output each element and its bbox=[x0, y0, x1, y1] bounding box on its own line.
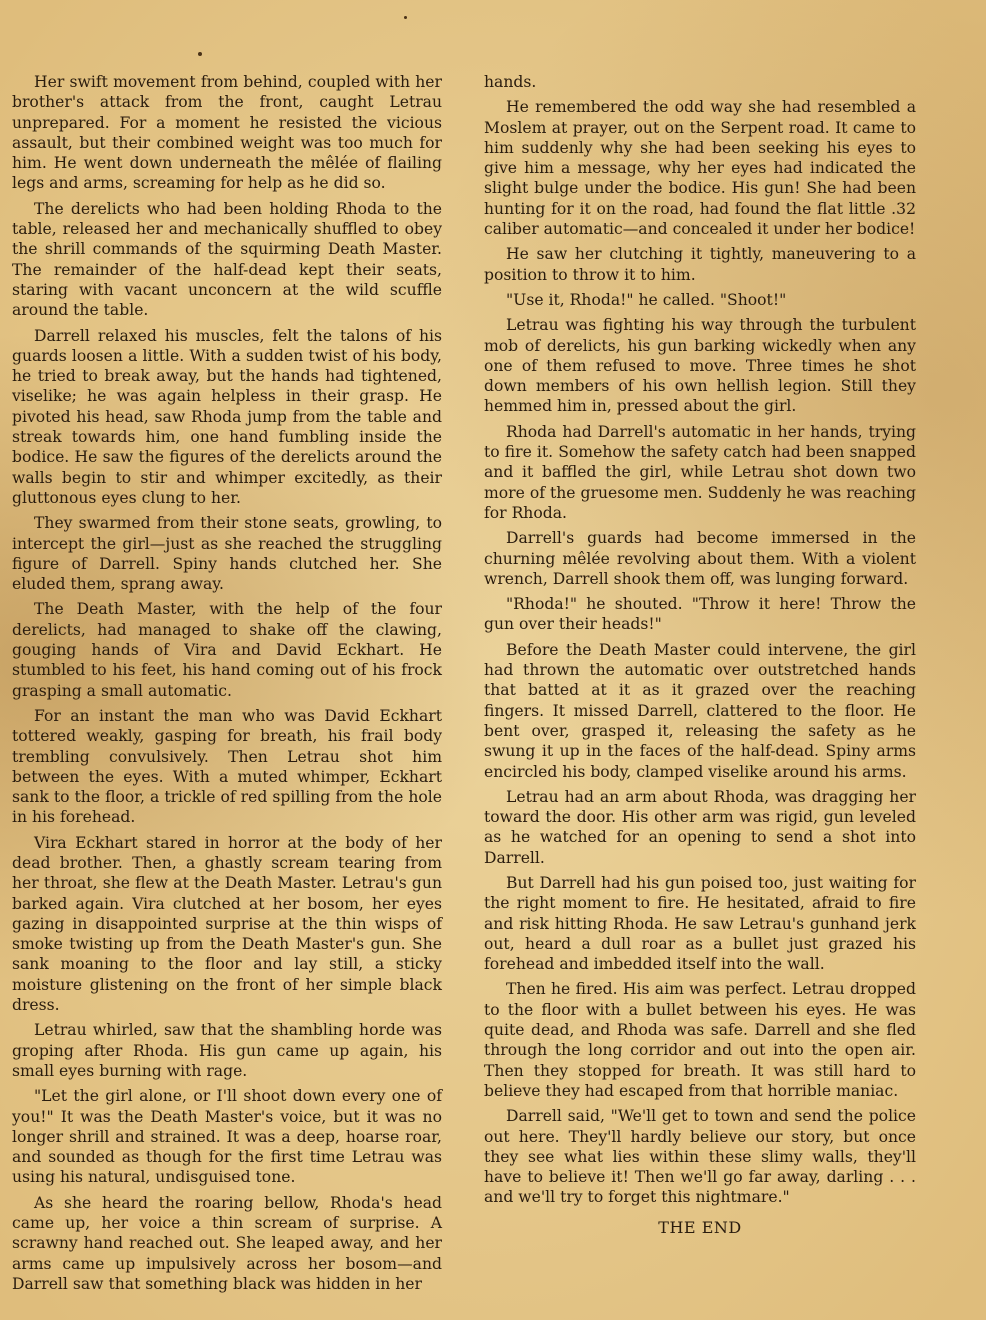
paragraph: Darrell's guards had become immersed in the churning mêlée revolving about them. With a violent wrench, Darrell shook them off, was lunging forward. bbox=[484, 529, 916, 588]
paragraph: The Death Master, with the help of the four derelicts, had managed to shake off the clawing, gouging hands of Vira and David Eckhart. He stumbled to his feet, his hand coming out of his frock grasping a small automatic. bbox=[12, 600, 442, 700]
paragraph: For an instant the man who was David Eckhart tottered weakly, gasping for breath, his frail body trembling convulsively. Then Letrau shot him between the eyes. With a muted whimper, Eckhart sank to the floor, a trickle of red spilling from the hole in his forehead. bbox=[12, 706, 442, 827]
right-column bbox=[484, 72, 916, 1238]
continued-text: hands. bbox=[484, 73, 537, 91]
paragraph: Her swift movement from behind, coupled with her brother's attack from the front, caught Letrau unprepared. For a moment he resisted the vicious assault, but their combined weight was too much for him. He went down underneath the mêlée of flailing legs and arms, screaming for help as he did so. bbox=[12, 73, 442, 193]
print-speck bbox=[198, 52, 202, 56]
paragraph: But Darrell had his gun poised too, just waiting for the right moment to fire. He hesitated, afraid to fire and risk hitting Rhoda. He saw Letrau's gunhand jerk out, heard a dull roar as a bullet just grazed his forehead and imbedded itself into the wall. bbox=[484, 873, 916, 974]
paragraph: Before the Death Master could intervene, the girl had thrown the automatic over outstretched hands that batted at it as it grazed over the reaching fingers. It missed Darrell, clattered to the floor. He bent over, grasped it, releasing the safety as he swung it up in the faces of the half-dead. Spiny arms encircled his body, clamped viselike around his arms. bbox=[484, 640, 916, 781]
paragraph: Rhoda had Darrell's automatic in her hands, trying to fire it. Somehow the safety catch had been snapped and it baffled the girl, while Letrau shot down two more of the gruesome men. Suddenly he was reaching for Rhoda. bbox=[484, 422, 916, 522]
paragraph: Letrau had an arm about Rhoda, was dragging her toward the door. His other arm was rigid, gun leveled as he watched for an opening to send a shot into Darrell. bbox=[484, 787, 916, 867]
paragraph: "Rhoda!" he shouted. "Throw it here! Throw the gun over their heads!" bbox=[484, 595, 916, 634]
paragraph: Vira Eckhart stared in horror at the body of her dead brother. Then, a ghastly scream tearing from her throat, she flew at the Death Master. Letrau's gun barked again. Vira clutched at her bosom, her eyes gazing in disappointed surprise at the thin wisps of smoke twisting up from the Death Master's gun. She sank moaning to the floor and lay still, a sticky moisture glistening on the front of her simple black dress. bbox=[12, 833, 442, 1015]
paragraph: Darrell relaxed his muscles, felt the talons of his guards loosen a little. With a sudden twist of his body, he tried to break away, but the hands had tightened, viselike; he was again helpless in their grasp. He pivoted his head, saw Rhoda jump from the table and streak towards him, one hand fumbling inside the bodice. He saw the figures of the derelicts around the walls begin to stir and whimper excitedly, as their gluttonous eyes clung to her. bbox=[12, 326, 442, 507]
paragraph: Darrell said, "We'll get to town and send the police out here. They'll hardly believe our story, but once they see what lies within these slimy walls, they'll have to believe it! Then we'll go far away, darling . . . and we'll try to forget this nightmare." bbox=[484, 1107, 916, 1207]
print-speck bbox=[404, 16, 407, 19]
paragraph: Letrau was fighting his way through the turbulent mob of derelicts, his gun barking wickedly when any one of them refused to move. Three times he shot down members of his own hellish legion. Still they hemmed him in, pressed about the girl. bbox=[484, 316, 916, 416]
left-column bbox=[12, 72, 442, 1299]
the-end-label: THE END bbox=[658, 1217, 742, 1237]
paragraph: The derelicts who had been holding Rhoda to the table, released her and mechanically shuffled to obey the shrill commands of the squirming Death Master. The remainder of the half-dead kept their seats, staring with vacant unconcern at the wild scuffle around the table. bbox=[12, 199, 442, 320]
paragraph: As she heard the roaring bellow, Rhoda's head came up, her voice a thin scream of surprise. A scrawny hand reached out. She leaped away, and her arms came up impulsively across her bosom—and Darrell saw that something black was hidden in her bbox=[12, 1193, 442, 1293]
paragraph: "Let the girl alone, or I'll shoot down every one of you!" It was the Death Master's voice, but it was no longer shrill and strained. It was a deep, hoarse roar, and sounded as though for the first time Letrau was using his natural, undisguised tone. bbox=[12, 1087, 442, 1187]
paragraph: They swarmed from their stone seats, growling, to intercept the girl—just as she reached the struggling figure of Darrell. Spiny hands clutched her. She eluded them, sprang away. bbox=[12, 514, 442, 594]
paragraph: Letrau whirled, saw that the shambling horde was groping after Rhoda. His gun came up again, his small eyes burning with rage. bbox=[12, 1021, 442, 1080]
paragraph: He remembered the odd way she had resembled a Moslem at prayer, out on the Serpent road. It came to him suddenly why she had been seeking his eyes to give him a message, why her eyes had indicated the slight bulge under the bodice. His gun! She had been hunting for it on the road, had found the flat little .32 caliber automatic—and concealed it under her bodice! bbox=[484, 98, 916, 239]
paragraph: "Use it, Rhoda!" he called. "Shoot!" bbox=[506, 290, 787, 309]
paragraph: Then he fired. His aim was perfect. Letrau dropped to the floor with a bullet between his eyes. He was quite dead, and Rhoda was safe. Darrell and she fled through the long corridor and out into the open air. Then they stopped for breath. It was still hard to believe they had escaped from that horrible maniac. bbox=[484, 980, 916, 1100]
paragraph: He saw her clutching it tightly, maneuvering to a position to throw it to him. bbox=[484, 245, 916, 284]
